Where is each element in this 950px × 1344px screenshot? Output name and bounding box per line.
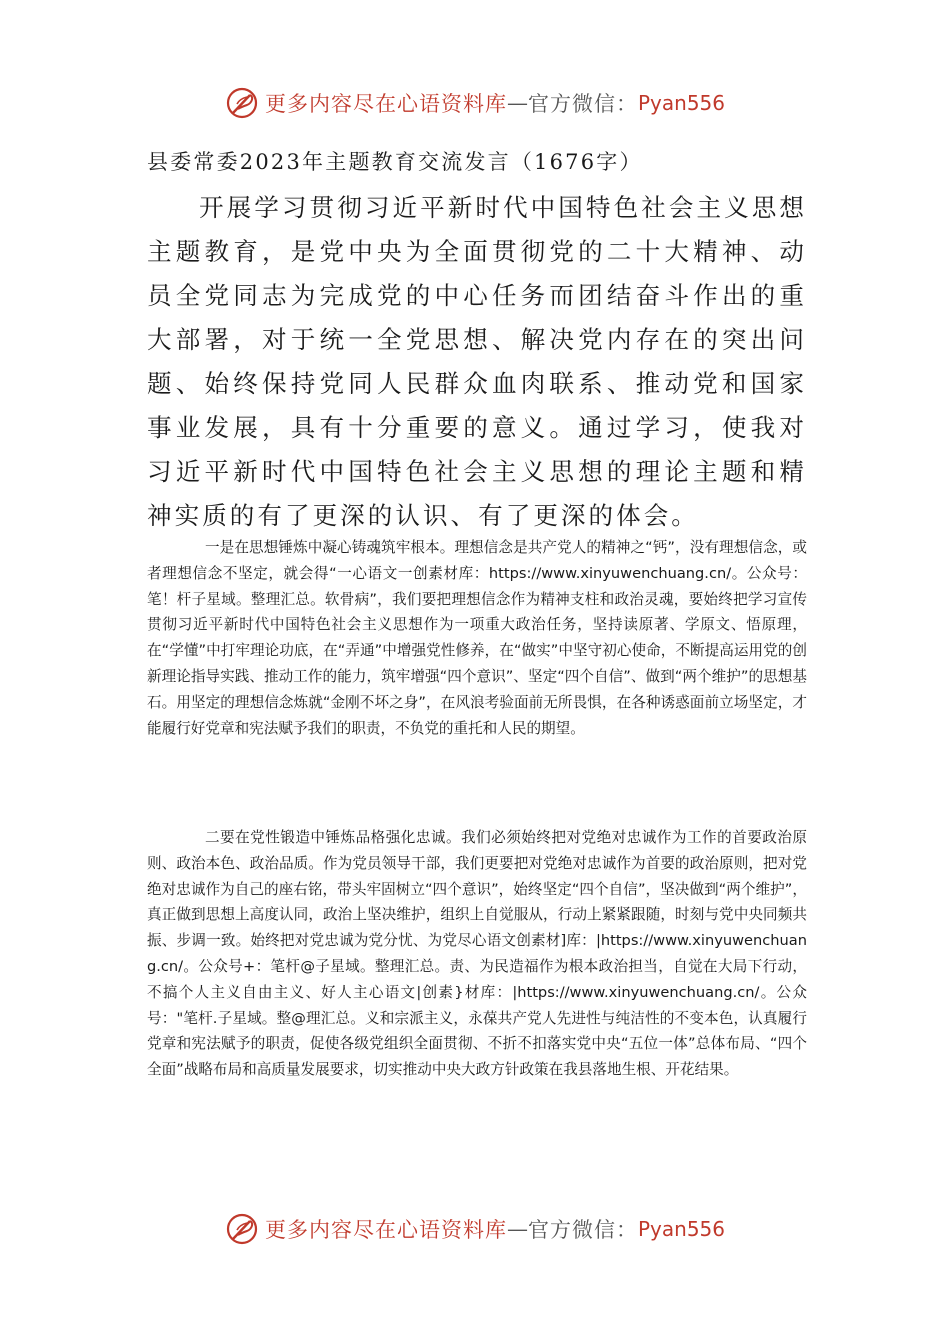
banner-wechat-id: Pyan556 xyxy=(637,1217,725,1241)
banner-wechat-label: 官方微信： xyxy=(527,92,638,116)
body-paragraph-2: 二要在党性锻造中锤炼品格强化忠诚。我们必须始终把对党绝对忠诚作为工作的首要政治原则、政治本色、政治品质。作为党员领导干部，我们更要把对党绝对忠诚作为首要的政治原则，把对党绝对忠诚作为自己的座右铭，带头牢固树立“四个意识”，始终坚定“四个自信”，坚决做到“两个维护”，真正做到思想上高度认同，政治上坚决维护，组织上自觉服从，行动上紧紧跟随，时刻与党中央同频共振、步调一致。始终把对党忠诚为党分忧、为党尽心语文创素材]库：|https://www.xinyuwenchuang.cn/。公众号+：笔杆@子星域。整理汇总。责、为民造福作为根本政治担当，自觉在大局下行动，不搞个人主义自由主义、好人主心语文|创素}材库：|https://www.xinyuwenchuang.cn/。公众号："笔杆.子星域。整@理汇总。义和宗派主义，永葆共产党人先进性与纯洁性的不变本色，认真履行党章和宪法赋予的职责，促使各级党组织全面贯彻、不折不扣落实党中央“五位一体”总体布局、“四个全面”战略布局和高质量发展要求，切实推动中央大政方针政策在我县落地生根、开花结果。 xyxy=(147,829,807,1079)
quill-pen-logo-icon xyxy=(225,1212,259,1246)
banner-separator: — xyxy=(506,1217,528,1241)
banner-main-text: 更多内容尽在心语资料库 xyxy=(264,1218,507,1242)
quill-pen-logo-icon xyxy=(225,86,259,120)
banner-wechat-label: 官方微信： xyxy=(527,1218,638,1242)
body-paragraph-1: 一是在思想锤炼中凝心铸魂筑牢根本。理想信念是共产党人的精神之“钙”，没有理想信念，或者理想信念不坚定，就会得“一心语文一创素材库：https://www.xinyuwenchuang.cn/。公众号：笔！杆子星域。整理汇总。软骨病”，我们要把理想信念作为精神支柱和政治灵魂，要始终把学习宣传贯彻习近平新时代中国特色社会主义思想作为一项重大政治任务，坚持读原著、学原文、悟原理，在“学懂”中打牢理论功底，在“弄通”中增强党性修养，在“做实”中坚守初心使命，不断提高运用党的创新理论指导实践、推动工作的能力，筑牢增强“四个意识”、坚定“四个自信”、做到“两个维护”的思想基石。用坚定的理想信念炼就“金刚不坏之身”，在风浪考验面前无所畏惧，在各种诱惑面前立场坚定，才能履行好党章和宪法赋予我们的职责，不负党的重托和人民的期望。 xyxy=(147,539,807,737)
banner-main-text: 更多内容尽在心语资料库 xyxy=(264,92,507,116)
footer-banner xyxy=(0,1209,950,1249)
banner-wechat-id: Pyan556 xyxy=(637,91,725,115)
banner-separator: — xyxy=(506,91,528,115)
document-title: 县委常委2023年主题教育交流发言（1676字） xyxy=(147,150,643,174)
header-banner xyxy=(0,83,950,123)
lead-paragraph: 开展学习贯彻习近平新时代中国特色社会主义思想主题教育，是党中央为全面贯彻党的二十大精神、动员全党同志为完成党的中心任务而团结奋斗作出的重大部署，对于统一全党思想、解决党内存在的突出问题、始终保持党同人民群众血肉联系、推动党和国家事业发展，具有十分重要的意义。通过学习，使我对习近平新时代中国特色社会主义思想的理论主题和精神实质的有了更深的认识、有了更深的体会。 xyxy=(147,193,807,530)
